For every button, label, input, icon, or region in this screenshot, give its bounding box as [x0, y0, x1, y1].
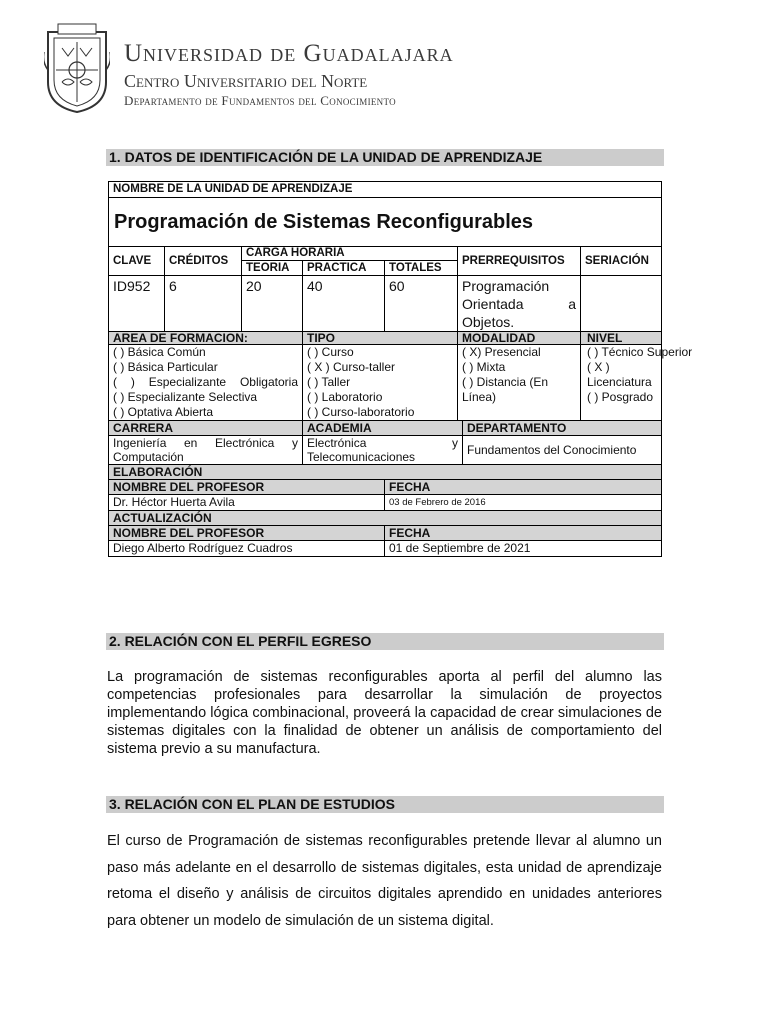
area-formacion-options — [109, 345, 303, 421]
departamento-value: Fundamentos del Conocimiento — [463, 436, 662, 465]
university-seal-logo — [44, 22, 110, 114]
practica-label: PRACTICA — [303, 261, 385, 276]
carrera-label: CARRERA — [109, 421, 303, 436]
area-option: ( ) Especializante Selectiva — [113, 390, 258, 404]
carrera-value: Ingeniería en Electrónica y Computación — [109, 436, 303, 465]
elab-profesor-value: Dr. Héctor Huerta Avila — [109, 495, 385, 511]
departamento-label: DEPARTAMENTO — [463, 421, 662, 436]
prerrequisitos-label: PRERREQUISITOS — [458, 247, 581, 276]
clave-value: ID952 — [109, 276, 165, 332]
modalidad-options — [458, 345, 581, 421]
creditos-label: CRÉDITOS — [165, 247, 242, 276]
seriacion-label: SERIACIÓN — [581, 247, 662, 276]
prerrequisito-value: Programación Orientada a Objetos. — [458, 276, 581, 332]
seriacion-value — [581, 276, 662, 332]
totales-value: 60 — [385, 276, 458, 332]
elab-fecha-label: FECHA — [385, 480, 662, 495]
act-profesor-label: NOMBRE DEL PROFESOR — [109, 526, 385, 541]
modalidad-label: MODALIDAD — [458, 332, 581, 345]
academia-value: Electrónica y Telecomunicaciones — [303, 436, 463, 465]
course-name: Programación de Sistemas Reconfigurables — [109, 198, 662, 247]
section-2-header: 2. RELACIÓN CON EL PERFIL EGRESO — [106, 633, 664, 650]
center-name: Centro Universitario del Norte — [124, 71, 368, 91]
teoria-label: TEORIA — [242, 261, 303, 276]
area-formacion-label: AREA DE FORMACION: — [109, 332, 303, 345]
nivel-option: ( ) Técnico Superior — [587, 345, 693, 359]
area-option: ( ) Básica Particular — [113, 360, 218, 374]
area-option: ( ) Básica Común — [113, 345, 206, 359]
academia-label: ACADEMIA — [303, 421, 463, 436]
elab-profesor-label: NOMBRE DEL PROFESOR — [109, 480, 385, 495]
department-name: Departamento de Fundamentos del Conocimiento — [124, 93, 396, 108]
area-option: ( ) Especializante Obligatoria — [113, 375, 298, 389]
actualizacion-label: ACTUALIZACIÓN — [109, 511, 662, 526]
section-3-header: 3. RELACIÓN CON EL PLAN DE ESTUDIOS — [106, 796, 664, 813]
teoria-value: 20 — [242, 276, 303, 332]
clave-label: CLAVE — [109, 247, 165, 276]
tipo-label: TIPO — [303, 332, 458, 345]
tipo-options — [303, 345, 458, 421]
carga-horaria-label: CARGA HORARIA — [242, 247, 458, 261]
act-fecha-value: 01 de Septiembre de 2021 — [385, 541, 662, 557]
elab-fecha-value: 03 de Febrero de 2016 — [385, 495, 662, 511]
tipo-option: ( ) Taller — [307, 375, 351, 389]
nivel-options — [581, 345, 693, 421]
nivel-label: NIVEL — [581, 332, 662, 345]
tipo-option: ( X ) Curso-taller — [307, 360, 396, 374]
modalidad-option: ( ) Distancia (En Línea) — [462, 375, 549, 404]
act-profesor-value: Diego Alberto Rodríguez Cuadros — [109, 541, 385, 557]
act-fecha-label: FECHA — [385, 526, 662, 541]
practica-value: 40 — [303, 276, 385, 332]
tipo-option: ( ) Laboratorio — [307, 390, 383, 404]
identification-table — [108, 181, 693, 557]
plan-estudios-text: El curso de Programación de sistemas reconfigurables pretende llevar al alumno un paso más adelante en el desarrollo de sistemas digitales, esta unidad de aprendizaje retoma el diseño y análisis de circuitos digitales aprendido en unidades anteriores para obtener un modelo de simulación de un sistema digital. — [107, 833, 662, 929]
tipo-option: ( ) Curso — [307, 345, 354, 359]
tipo-option: ( ) Curso-laboratorio — [307, 405, 415, 419]
area-option: ( ) Optativa Abierta — [113, 405, 214, 419]
nivel-option: ( X ) Licenciatura — [587, 360, 652, 389]
section-1-header: 1. DATOS DE IDENTIFICACIÓN DE LA UNIDAD DE APRENDIZAJE — [106, 149, 664, 166]
totales-label: TOTALES — [385, 261, 458, 276]
course-name-label: NOMBRE DE LA UNIDAD DE APRENDIZAJE — [109, 182, 662, 198]
perfil-egreso-text: La programación de sistemas reconfigurables aporta al perfil del alumno las competencias profesionales para desarrollar la simulación de proyectos implementando lógica combinacional, proveerá la capacidad de crear simulaciones de sistemas digitales con la finalidad de obtener un análisis de comportamiento del sistema previo a su manufactura. — [107, 669, 662, 757]
university-name: Universidad de Guadalajara — [124, 40, 454, 67]
creditos-value: 6 — [165, 276, 242, 332]
modalidad-option: ( ) Mixta — [462, 360, 506, 374]
nivel-option: ( ) Posgrado — [587, 390, 654, 404]
modalidad-option: ( X) Presencial — [462, 345, 541, 359]
elaboracion-label: ELABORACIÓN — [109, 465, 662, 480]
institution-header — [124, 40, 454, 109]
